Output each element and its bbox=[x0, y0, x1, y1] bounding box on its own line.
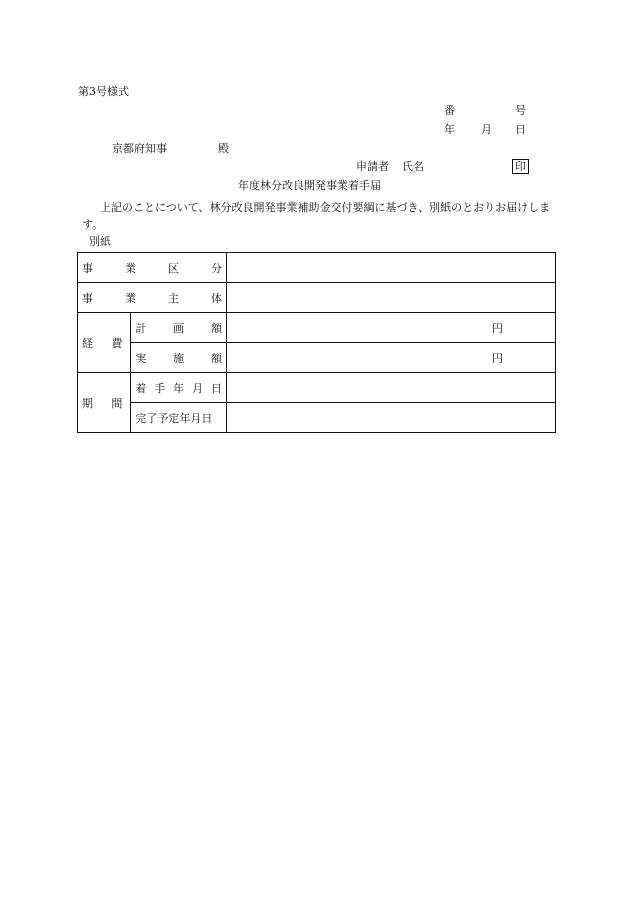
business-category-value bbox=[227, 253, 556, 283]
table-row bbox=[78, 313, 556, 343]
table-row bbox=[78, 253, 556, 283]
applicant-role: 申請者 bbox=[356, 160, 389, 173]
date-year: 年 bbox=[444, 123, 455, 136]
seal-mark: 印 bbox=[512, 159, 529, 174]
business-entity-value bbox=[227, 283, 556, 313]
business-entity-label: 事 業 主 体 bbox=[78, 283, 227, 313]
yen-unit: 円 bbox=[492, 321, 503, 335]
attachment-label: 別紙 bbox=[89, 235, 111, 248]
actual-amount-value bbox=[227, 343, 556, 373]
addressee-name: 京都府知事 bbox=[112, 142, 167, 155]
application-table bbox=[77, 252, 556, 433]
start-date-label: 着 手 年 月 日 bbox=[131, 373, 227, 403]
number-suffix: 号 bbox=[515, 104, 526, 117]
table-row bbox=[78, 283, 556, 313]
table-row bbox=[78, 343, 556, 373]
actual-amount-label: 実 施 額 bbox=[131, 343, 227, 373]
applicant-name-label: 氏名 bbox=[402, 160, 424, 173]
planned-amount-value bbox=[227, 313, 556, 343]
date-day: 日 bbox=[515, 123, 526, 136]
table-row bbox=[78, 373, 556, 403]
number-label: 番 bbox=[444, 104, 455, 117]
completion-date-label: 完了予定年月日 bbox=[131, 403, 227, 433]
document-title: 年度林分改良開発事業着手届 bbox=[238, 179, 381, 192]
period-label: 期 間 bbox=[78, 373, 131, 433]
body-text: 上記のことについて、林分改良開発事業補助金交付要綱に基づき、別紙のとおりお届けします。 bbox=[82, 201, 551, 231]
form-number: 第3号様式 bbox=[78, 85, 129, 98]
table-row bbox=[78, 403, 556, 433]
expenses-label: 経 費 bbox=[78, 313, 131, 373]
business-category-label: 事 業 区 分 bbox=[78, 253, 227, 283]
addressee-honorific: 殿 bbox=[218, 142, 229, 155]
date-month: 月 bbox=[481, 123, 492, 136]
yen-unit: 円 bbox=[492, 351, 503, 365]
planned-amount-label: 計 画 額 bbox=[131, 313, 227, 343]
completion-date-value bbox=[227, 403, 556, 433]
start-date-value bbox=[227, 373, 556, 403]
